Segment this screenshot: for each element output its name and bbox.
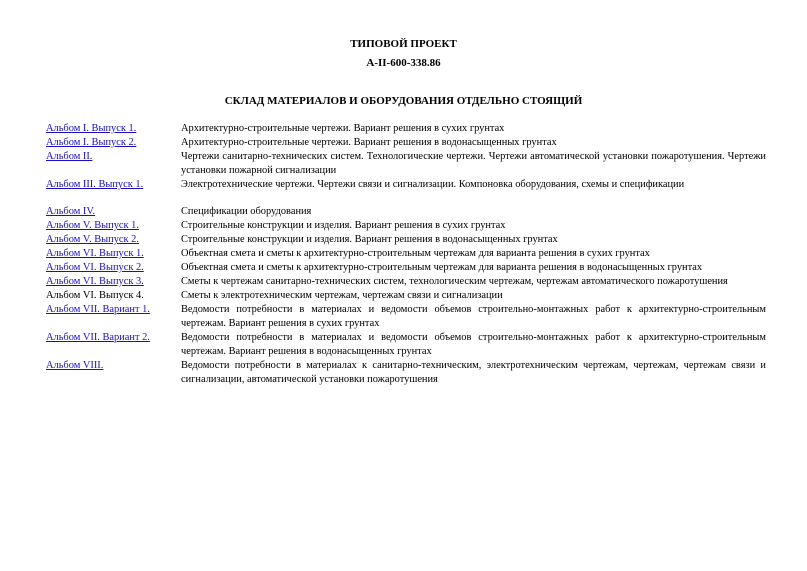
album-link[interactable]: Альбом VII. Вариант 1. <box>46 304 150 315</box>
album-description: Ведомости потребности в материалах и ведомости объемов строительно-монтажных работ к архитектурно-строительным чертежам. Вариант решения в сухих грунтах <box>181 304 766 329</box>
album-row <box>46 289 766 303</box>
album-description: Объектная смета и сметы к архитектурно-строительным чертежам для варианта решения в водонасыщенных грунтах <box>181 262 703 273</box>
album-description: Чертежи санитарно-технических систем. Технологические чертежи. Чертежи автоматической установки пожаротушения. Чертежи установки пожарной сигнализации <box>181 151 766 176</box>
project-subject: СКЛАД МАТЕРИАЛОВ И ОБОРУДОВАНИЯ ОТДЕЛЬНО СТОЯЩИЙ <box>224 95 583 107</box>
album-description: Сметы к электротехническим чертежам, чертежам связи и сигнализации <box>181 290 503 301</box>
album-description: Электротехнические чертежи. Чертежи связи и сигнализации. Компоновка оборудования, схемы и спецификации <box>181 179 685 190</box>
album-description: Строительные конструкции и изделия. Вариант решения в водонасыщенных грунтах <box>181 234 558 245</box>
album-description: Строительные конструкции и изделия. Вариант решения в сухих грунтах <box>181 220 506 231</box>
album-row <box>46 150 766 178</box>
album-description: Ведомости потребности в материалах к санитарно-техническим, электротехническим чертежам, чертежам, чертежам связи и сигнализации, автоматической установки пожаротушения <box>181 360 766 385</box>
album-row <box>46 261 766 275</box>
album-row <box>46 136 766 150</box>
album-link[interactable]: Альбом VI. Выпуск 3. <box>46 276 144 287</box>
album-link[interactable]: Альбом VIII. <box>46 360 104 371</box>
album-link[interactable]: Альбом VI. Выпуск 1. <box>46 248 144 259</box>
album-description: Архитектурно-строительные чертежи. Вариант решения в сухих грунтах <box>181 123 505 134</box>
album-row <box>46 178 766 192</box>
document-title: ТИПОВОЙ ПРОЕКТ <box>350 38 457 50</box>
album-list <box>46 122 766 387</box>
album-description: Сметы к чертежам санитарно-технических систем, технологическим чертежам, чертежам автоматического пожаротушения <box>181 276 728 287</box>
album-link[interactable]: Альбом I. Выпуск 2. <box>46 137 137 148</box>
album-description: Объектная смета и сметы к архитектурно-строительным чертежам для варианта решения в сухих грунтах <box>181 248 650 259</box>
album-description: Спецификации оборудования <box>181 206 312 217</box>
album-row <box>46 205 766 219</box>
project-code: А-II-600-338.86 <box>366 57 441 69</box>
album-row <box>46 122 766 136</box>
album-link[interactable]: Альбом V. Выпуск 2. <box>46 234 139 245</box>
album-link[interactable]: Альбом IV. <box>46 206 96 217</box>
album-row <box>46 359 766 387</box>
album-link[interactable]: Альбом II. <box>46 151 93 162</box>
album-description: Ведомости потребности в материалах и ведомости объемов строительно-монтажных работ к архитектурно-строительным чертежам. Вариант решения в водонасыщенных грунтах <box>181 332 766 357</box>
album-row <box>46 219 766 233</box>
album-link[interactable]: Альбом VII. Вариант 2. <box>46 332 150 343</box>
album-link[interactable]: Альбом V. Выпуск 1. <box>46 220 139 231</box>
album-row <box>46 275 766 289</box>
album-row <box>46 331 766 359</box>
album-description: Архитектурно-строительные чертежи. Вариант решения в водонасыщенных грунтах <box>181 137 557 148</box>
album-link[interactable]: Альбом III. Выпуск 1. <box>46 179 144 190</box>
album-row <box>46 303 766 331</box>
album-row <box>46 247 766 261</box>
album-row <box>46 233 766 247</box>
album-link[interactable]: Альбом VI. Выпуск 2. <box>46 262 144 273</box>
album-link[interactable]: Альбом I. Выпуск 1. <box>46 123 137 134</box>
album-label: Альбом VI. Выпуск 4. <box>46 290 144 301</box>
